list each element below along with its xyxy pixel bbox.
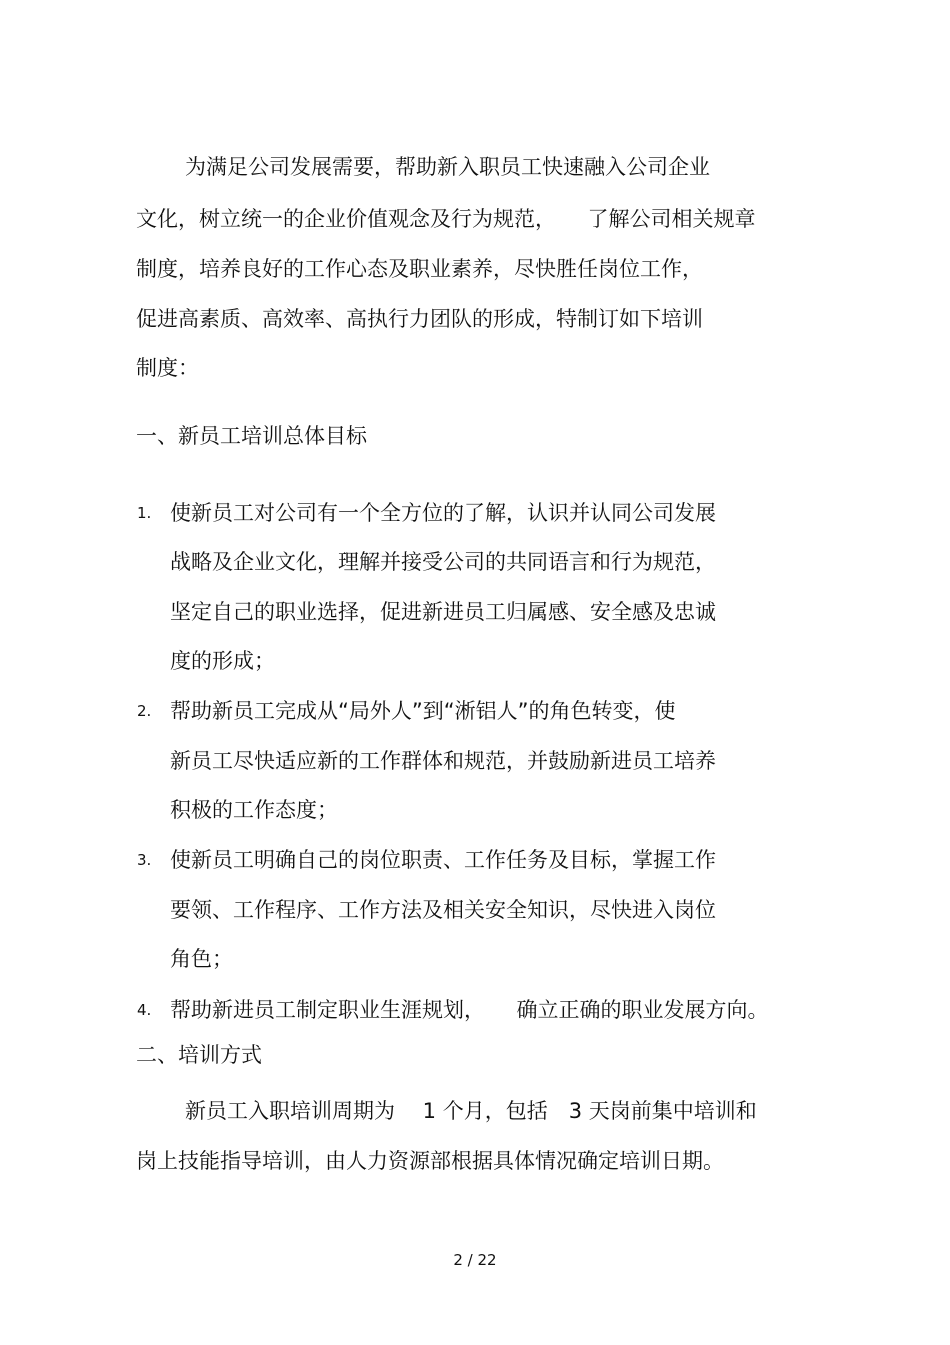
- section2-line-2: 岗上技能指导培训，由人力资源部根据具体情况确定培训日期。: [136, 1149, 724, 1173]
- section2-heading: 二、培训方式: [136, 1043, 262, 1067]
- item1-line-1: 使新员工对公司有一个全方位的了解，认识并认同公司发展: [170, 501, 716, 525]
- item1-number: 1.: [137, 504, 152, 522]
- item2-line-3: 积极的工作态度；: [170, 798, 338, 822]
- intro-line-1: 为满足公司发展需要，帮助新入职员工快速融入公司企业: [185, 155, 710, 179]
- section2-line-1: 新员工入职培训周期为 1 个月，包括 3 天岗前集中培训和: [185, 1099, 757, 1123]
- page-number: 2 / 22: [453, 1251, 497, 1269]
- item2-line-2: 新员工尽快适应新的工作群体和规范，并鼓励新进员工培养: [170, 749, 716, 773]
- item3-line-1: 使新员工明确自己的岗位职责、工作任务及目标，掌握工作: [170, 848, 716, 872]
- intro-line-5: 制度：: [136, 356, 199, 380]
- intro-line-3: 制度，培养良好的工作心态及职业素养，尽快胜任岗位工作，: [136, 257, 703, 281]
- item2-number: 2.: [137, 702, 152, 720]
- item3-line-3: 角色；: [170, 947, 233, 971]
- intro-line-2: 文化，树立统一的企业价值观念及行为规范， 了解公司相关规章: [136, 207, 756, 231]
- item4-number: 4.: [137, 1001, 152, 1019]
- item4-line-1: 帮助新进员工制定职业生涯规划， 确立正确的职业发展方向。: [170, 998, 769, 1022]
- item3-number: 3.: [137, 851, 152, 869]
- intro-line-4: 促进高素质、高效率、高执行力团队的形成，特制订如下培训: [136, 307, 703, 331]
- section1-heading: 一、新员工培训总体目标: [136, 424, 367, 448]
- item1-line-4: 度的形成；: [170, 649, 275, 673]
- item2-line-1: 帮助新员工完成从“局外人”到“淅铝人”的角色转变，使: [170, 699, 676, 723]
- item1-line-2: 战略及企业文化，理解并接受公司的共同语言和行为规范，: [170, 550, 716, 574]
- item3-line-2: 要领、工作程序、工作方法及相关安全知识，尽快进入岗位: [170, 898, 716, 922]
- item1-line-3: 坚定自己的职业选择，促进新进员工归属感、安全感及忠诚: [170, 600, 716, 624]
